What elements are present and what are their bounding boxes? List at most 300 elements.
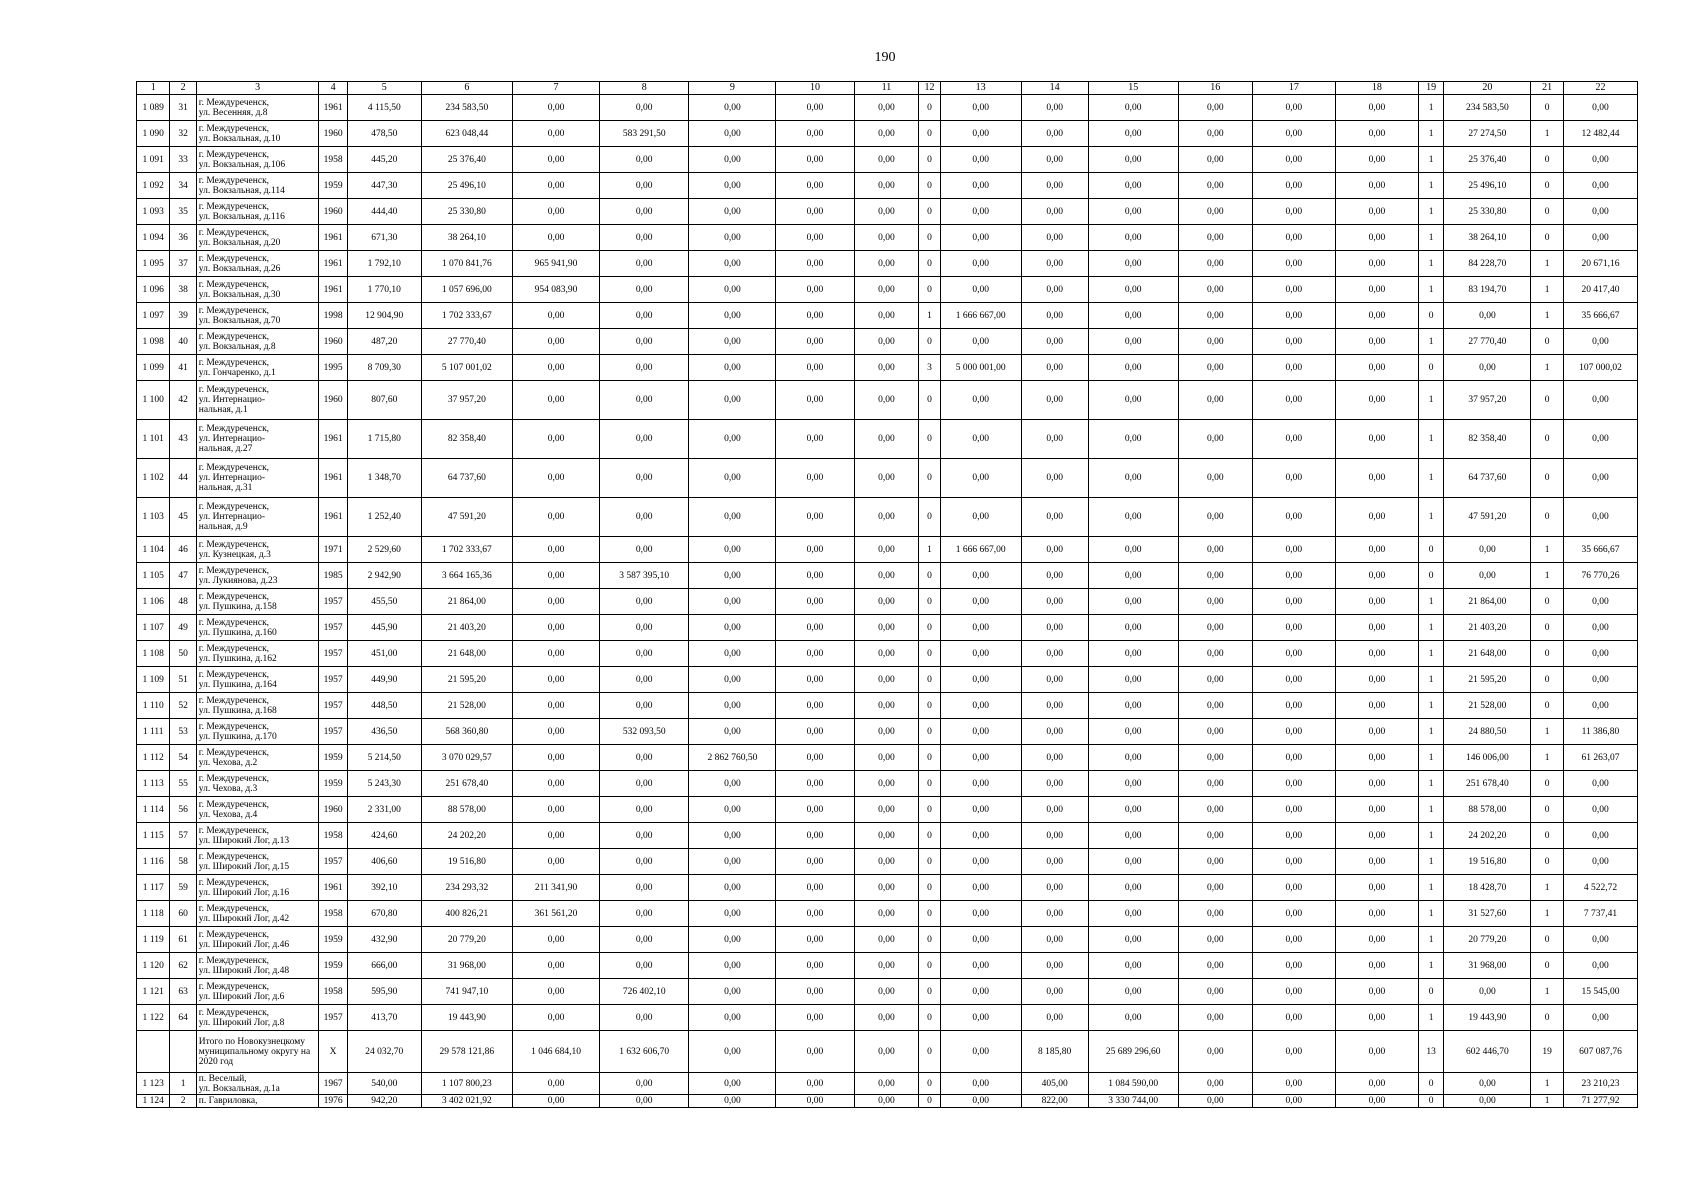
table-cell: 623 048,44	[421, 121, 512, 147]
table-cell: 0,00	[600, 537, 689, 563]
table-cell: 0	[1531, 420, 1563, 459]
table-cell: 0	[919, 875, 940, 901]
table-cell: 0,00	[776, 173, 854, 199]
table-cell: 0,00	[776, 537, 854, 563]
table-cell: 0,00	[689, 641, 776, 667]
table-cell: г. Междуреченск, ул. Пушкина, д.168	[196, 693, 319, 719]
table-cell: 0,00	[600, 667, 689, 693]
table-cell: 0,00	[689, 199, 776, 225]
table-cell: 1 089	[137, 95, 170, 121]
table-cell: 3 664 165,36	[421, 563, 512, 589]
table-cell: 0,00	[512, 381, 599, 420]
table-cell: 0,00	[854, 537, 919, 563]
table-cell: 0,00	[512, 147, 599, 173]
table-cell: 60	[170, 901, 196, 927]
table-cell: 0,00	[600, 771, 689, 797]
table-cell: 0,00	[600, 797, 689, 823]
table-row	[137, 875, 1638, 901]
table-cell: 0,00	[1021, 225, 1088, 251]
table-cell: 0,00	[776, 927, 854, 953]
table-cell: 965 941,90	[512, 251, 599, 277]
table-cell: 726 402,10	[600, 979, 689, 1005]
table-cell: 1	[170, 1073, 196, 1095]
table-cell: 0,00	[600, 1073, 689, 1095]
table-cell: 0,00	[940, 95, 1021, 121]
table-cell: 1 110	[137, 693, 170, 719]
table-cell: 1 666 667,00	[940, 303, 1021, 329]
table-cell: 1958	[319, 901, 347, 927]
table-cell: 0,00	[1021, 329, 1088, 355]
table-cell: 0,00	[1178, 95, 1252, 121]
table-cell: 0,00	[1178, 199, 1252, 225]
table-cell: 0,00	[1252, 927, 1335, 953]
table-cell: 0,00	[689, 1031, 776, 1073]
table-cell: 0,00	[512, 745, 599, 771]
table-cell: 0,00	[1335, 875, 1418, 901]
table-row	[137, 329, 1638, 355]
table-cell: 0,00	[1178, 329, 1252, 355]
table-cell: 0,00	[1335, 1095, 1418, 1108]
table-cell: г. Междуреченск, ул. Интернацио- нальная, д.1	[196, 381, 319, 420]
table-row	[137, 797, 1638, 823]
table-cell: 24 202,20	[1444, 823, 1531, 849]
table-cell: 0	[1531, 641, 1563, 667]
table-cell: 0,00	[689, 563, 776, 589]
table-cell: 0,00	[776, 1031, 854, 1073]
table-cell: г. Междуреченск, ул. Широкий Лог, д.15	[196, 849, 319, 875]
table-row	[137, 823, 1638, 849]
table-cell: 1	[1531, 745, 1563, 771]
table-cell: 0,00	[600, 615, 689, 641]
table-cell: 0,00	[1021, 849, 1088, 875]
table-cell: 445,90	[347, 615, 421, 641]
table-cell: 1 094	[137, 225, 170, 251]
table-cell: 38 264,10	[421, 225, 512, 251]
table-cell: 0,00	[854, 121, 919, 147]
table-cell: 0,00	[940, 147, 1021, 173]
table-cell: 1961	[319, 420, 347, 459]
table-cell: г. Междуреченск, ул. Пушкина, д.170	[196, 719, 319, 745]
table-cell: 88 578,00	[421, 797, 512, 823]
table-cell: 1961	[319, 95, 347, 121]
table-cell: 0,00	[1563, 173, 1637, 199]
table-cell: 449,90	[347, 667, 421, 693]
table-cell: 0,00	[512, 771, 599, 797]
table-cell: 0	[1531, 199, 1563, 225]
table-cell: 0,00	[940, 589, 1021, 615]
table-cell: 0,00	[1252, 147, 1335, 173]
table-cell: 1	[1531, 1095, 1563, 1108]
table-cell: 0,00	[1021, 719, 1088, 745]
table-cell: 0,00	[689, 771, 776, 797]
table-cell: 27 770,40	[1444, 329, 1531, 355]
table-cell: 251 678,40	[1444, 771, 1531, 797]
table-cell: 0,00	[1021, 823, 1088, 849]
table-cell: 0,00	[1021, 381, 1088, 420]
table-cell: 1	[1418, 95, 1443, 121]
table-cell: 0,00	[689, 1005, 776, 1031]
table-cell: 0,00	[1178, 147, 1252, 173]
table-cell: 0,00	[1178, 420, 1252, 459]
table-cell: 0,00	[940, 1095, 1021, 1108]
table-cell: 0,00	[689, 537, 776, 563]
table-cell: 0,00	[1335, 693, 1418, 719]
table-cell: 0,00	[1021, 303, 1088, 329]
table-cell: 0,00	[1335, 303, 1418, 329]
table-cell: 0,00	[1088, 173, 1178, 199]
table-cell: 0,00	[1088, 589, 1178, 615]
table-cell: 0,00	[1252, 1031, 1335, 1073]
table-cell: 0,00	[776, 745, 854, 771]
table-cell: 0,00	[940, 1005, 1021, 1031]
table-cell: 0	[919, 1073, 940, 1095]
table-cell: 0,00	[940, 797, 1021, 823]
table-cell: 1 702 333,67	[421, 537, 512, 563]
table-cell: 0,00	[854, 849, 919, 875]
table-cell: 0,00	[940, 199, 1021, 225]
table-cell: 19 443,90	[1444, 1005, 1531, 1031]
table-cell: 0,00	[854, 251, 919, 277]
table-cell: 1961	[319, 459, 347, 498]
table-cell: 451,00	[347, 641, 421, 667]
table-cell: 44	[170, 459, 196, 498]
table-cell: 0,00	[1335, 173, 1418, 199]
table-cell: 0,00	[1178, 459, 1252, 498]
table-row	[137, 277, 1638, 303]
table-cell: 0,00	[1335, 147, 1418, 173]
table-row	[137, 979, 1638, 1005]
table-cell: 0,00	[689, 303, 776, 329]
table-row	[137, 121, 1638, 147]
table-cell: 444,40	[347, 199, 421, 225]
table-cell: 0,00	[1178, 1031, 1252, 1073]
table-cell: 0	[1531, 589, 1563, 615]
table-cell: 1	[1531, 563, 1563, 589]
table-cell: 0	[919, 641, 940, 667]
table-cell: 0,00	[1563, 95, 1637, 121]
table-cell: 1 090	[137, 121, 170, 147]
table-cell: 0	[919, 173, 940, 199]
table-cell: 56	[170, 797, 196, 823]
table-cell: 0,00	[689, 589, 776, 615]
table-cell: 1	[1418, 1005, 1443, 1031]
table-cell: 0,00	[1088, 420, 1178, 459]
table-cell: 50	[170, 641, 196, 667]
table-cell: 0	[1418, 1095, 1443, 1108]
table-cell: 1 108	[137, 641, 170, 667]
table-cell: 47	[170, 563, 196, 589]
table-cell: 0,00	[1178, 589, 1252, 615]
table-cell: Итого по Новокузнецкому муниципальному округу на 2020 год	[196, 1031, 319, 1073]
table-cell: 0,00	[1088, 953, 1178, 979]
table-cell: 0,00	[1178, 953, 1252, 979]
table-cell: 0	[919, 199, 940, 225]
table-cell: 0,00	[1088, 95, 1178, 121]
table-cell: 0,00	[1563, 199, 1637, 225]
table-cell: 0	[1418, 537, 1443, 563]
table-cell: 0,00	[1252, 1073, 1335, 1095]
table-cell: 0	[919, 420, 940, 459]
table-cell: 146 006,00	[1444, 745, 1531, 771]
table-cell: 1 792,10	[347, 251, 421, 277]
table-cell: 251 678,40	[421, 771, 512, 797]
table-cell: г. Междуреченск, ул. Широкий Лог, д.48	[196, 953, 319, 979]
table-cell: г. Междуреченск, ул. Чехова, д.3	[196, 771, 319, 797]
table-cell: 1 084 590,00	[1088, 1073, 1178, 1095]
table-cell: 0,00	[776, 459, 854, 498]
table-cell: 3	[919, 355, 940, 381]
table-cell: 0,00	[854, 498, 919, 537]
table-cell: 31 968,00	[421, 953, 512, 979]
table-cell: 0	[1418, 303, 1443, 329]
table-cell: 455,50	[347, 589, 421, 615]
table-cell: 0,00	[600, 147, 689, 173]
table-cell: 0,00	[1178, 615, 1252, 641]
table-cell: 0,00	[512, 1095, 599, 1108]
table-cell: 107 000,02	[1563, 355, 1637, 381]
table-cell: 0	[919, 225, 940, 251]
table-cell: 1957	[319, 849, 347, 875]
table-cell: 0,00	[689, 498, 776, 537]
table-cell: 0,00	[1444, 537, 1531, 563]
column-header: 18	[1335, 82, 1418, 95]
table-cell: 1 252,40	[347, 498, 421, 537]
table-cell: 0,00	[1021, 251, 1088, 277]
table-cell: 1959	[319, 771, 347, 797]
table-cell: 0,00	[1335, 901, 1418, 927]
table-cell: 1 100	[137, 381, 170, 420]
table-cell: 19 516,80	[1444, 849, 1531, 875]
table-cell: 0	[1531, 771, 1563, 797]
table-cell: 0	[919, 719, 940, 745]
table-cell: 1	[1531, 537, 1563, 563]
table-cell: 0,00	[1335, 667, 1418, 693]
table-cell: 1 702 333,67	[421, 303, 512, 329]
table-cell: 0	[1531, 667, 1563, 693]
table-cell: 487,20	[347, 329, 421, 355]
table-cell: 0,00	[1088, 901, 1178, 927]
table-cell: 568 360,80	[421, 719, 512, 745]
table-cell: 1	[1418, 173, 1443, 199]
table-cell: 234 583,50	[1444, 95, 1531, 121]
table-cell: 0,00	[854, 459, 919, 498]
table-cell: 0,00	[600, 173, 689, 199]
table-cell: 0,00	[940, 173, 1021, 199]
table-cell: 0,00	[1335, 823, 1418, 849]
table-cell: 0,00	[1088, 225, 1178, 251]
table-cell: 0,00	[600, 355, 689, 381]
table-cell: 61	[170, 927, 196, 953]
table-cell: 478,50	[347, 121, 421, 147]
table-cell: 0,00	[776, 199, 854, 225]
table-cell: 0,00	[1335, 1031, 1418, 1073]
table-cell: 31 527,60	[1444, 901, 1531, 927]
table-cell: 0,00	[1088, 927, 1178, 953]
table-cell: 5 214,50	[347, 745, 421, 771]
table-cell: г. Междуреченск, ул. Вокзальная, д.20	[196, 225, 319, 251]
table-cell: 0,00	[689, 121, 776, 147]
table-cell: 0,00	[940, 329, 1021, 355]
table-cell: 25 376,40	[1444, 147, 1531, 173]
table-cell: 1 115	[137, 823, 170, 849]
table-cell: 25 330,80	[1444, 199, 1531, 225]
table-row	[137, 745, 1638, 771]
table-cell: 0,00	[600, 927, 689, 953]
table-cell: 1 096	[137, 277, 170, 303]
table-cell: 0,00	[940, 381, 1021, 420]
table-cell: 0,00	[776, 901, 854, 927]
table-cell: 0,00	[1563, 1005, 1637, 1031]
table-cell: 0,00	[776, 277, 854, 303]
table-cell: 0,00	[776, 303, 854, 329]
table-cell: 0,00	[1252, 641, 1335, 667]
table-cell: 0,00	[1178, 563, 1252, 589]
table-cell: 0,00	[1178, 498, 1252, 537]
table-cell: 0,00	[1335, 719, 1418, 745]
table-cell: 0,00	[512, 953, 599, 979]
table-cell: 0,00	[854, 1073, 919, 1095]
table-cell: 0,00	[1252, 849, 1335, 875]
table-cell: 2 942,90	[347, 563, 421, 589]
table-cell: 71 277,92	[1563, 1095, 1637, 1108]
table-cell: 583 291,50	[600, 121, 689, 147]
table-cell: 0,00	[1178, 823, 1252, 849]
table-row	[137, 589, 1638, 615]
header-row	[137, 82, 1638, 95]
table-cell: 0,00	[1178, 303, 1252, 329]
table-cell: 0,00	[1335, 1073, 1418, 1095]
table-cell: 0,00	[1335, 589, 1418, 615]
table-cell: 0,00	[600, 199, 689, 225]
table-cell: 1	[1531, 901, 1563, 927]
table-body	[137, 82, 1638, 1108]
table-cell: 0,00	[1088, 498, 1178, 537]
table-cell: 0,00	[1178, 225, 1252, 251]
table-cell: 1960	[319, 199, 347, 225]
table-row	[137, 420, 1638, 459]
table-cell: 0,00	[1252, 667, 1335, 693]
table-cell: 0,00	[1335, 849, 1418, 875]
table-cell: 1 113	[137, 771, 170, 797]
table-cell: 0,00	[1563, 459, 1637, 498]
table-cell: 0,00	[776, 355, 854, 381]
table-cell: 0,00	[940, 667, 1021, 693]
table-cell: 0,00	[854, 979, 919, 1005]
table-cell: 0,00	[1021, 173, 1088, 199]
table-cell: 0,00	[1252, 1095, 1335, 1108]
table-cell: 0	[1418, 979, 1443, 1005]
table-cell: 406,60	[347, 849, 421, 875]
table-cell: 0,00	[689, 147, 776, 173]
table-cell: 0,00	[776, 797, 854, 823]
table-cell: 0,00	[1335, 1005, 1418, 1031]
table-cell: 0,00	[1252, 498, 1335, 537]
table-cell: 1 105	[137, 563, 170, 589]
table-row	[137, 498, 1638, 537]
table-cell: 0,00	[1335, 615, 1418, 641]
table-cell: 0,00	[512, 849, 599, 875]
table-cell: 0,00	[1178, 641, 1252, 667]
table-cell: 0,00	[689, 719, 776, 745]
table-cell: 0,00	[1021, 563, 1088, 589]
table-cell: 0,00	[940, 1073, 1021, 1095]
table-cell: 0,00	[1252, 95, 1335, 121]
table-cell: 0,00	[854, 927, 919, 953]
table-cell: 21 528,00	[421, 693, 512, 719]
table-cell: 0,00	[1335, 771, 1418, 797]
table-cell: 602 446,70	[1444, 1031, 1531, 1073]
table-cell: 0,00	[940, 927, 1021, 953]
column-header: 5	[347, 82, 421, 95]
table-cell: 0,00	[776, 979, 854, 1005]
table-cell: 1 104	[137, 537, 170, 563]
table-cell: 0,00	[1088, 303, 1178, 329]
table-cell: 0,00	[854, 641, 919, 667]
table-cell: 0,00	[512, 563, 599, 589]
table-cell: 13	[1418, 1031, 1443, 1073]
table-cell: 1 095	[137, 251, 170, 277]
table-cell: 0,00	[1178, 771, 1252, 797]
table-cell: 0,00	[1088, 147, 1178, 173]
table-cell: 0,00	[1088, 381, 1178, 420]
table-cell: 1957	[319, 693, 347, 719]
table-cell: 0,00	[1088, 823, 1178, 849]
table-row	[137, 615, 1638, 641]
table-cell: 0,00	[1252, 420, 1335, 459]
table-cell: 1960	[319, 381, 347, 420]
table-cell: 0,00	[854, 875, 919, 901]
table-cell: 0,00	[776, 329, 854, 355]
table-cell: 0,00	[1335, 251, 1418, 277]
table-cell: 1	[1531, 1073, 1563, 1095]
table-cell: 0,00	[1021, 498, 1088, 537]
table-cell: 448,50	[347, 693, 421, 719]
table-cell: 0,00	[776, 823, 854, 849]
table-row	[137, 1031, 1638, 1073]
table-cell: 0,00	[689, 823, 776, 849]
column-header: 3	[196, 82, 319, 95]
table-cell: 1 046 684,10	[512, 1031, 599, 1073]
table-cell: 0,00	[1444, 303, 1531, 329]
table-cell: 0,00	[854, 225, 919, 251]
table-cell: 3 587 395,10	[600, 563, 689, 589]
table-cell: 0,00	[512, 329, 599, 355]
table-cell: 48	[170, 589, 196, 615]
table-cell: 1 070 841,76	[421, 251, 512, 277]
table-cell: 84 228,70	[1444, 251, 1531, 277]
table-cell: 0,00	[1252, 693, 1335, 719]
table-cell: 0,00	[854, 303, 919, 329]
table-cell: 0,00	[689, 420, 776, 459]
table-cell: 0	[1531, 225, 1563, 251]
table-cell: 211 341,90	[512, 875, 599, 901]
table-cell: 0,00	[776, 95, 854, 121]
table-cell: 0,00	[776, 719, 854, 745]
table-row	[137, 1095, 1638, 1108]
table-cell: 1971	[319, 537, 347, 563]
table-cell: 0,00	[1088, 563, 1178, 589]
table-cell: 0,00	[689, 615, 776, 641]
table-cell: 1 666 667,00	[940, 537, 1021, 563]
table-cell: 0,00	[600, 498, 689, 537]
table-cell: 432,90	[347, 927, 421, 953]
table-cell: 64 737,60	[1444, 459, 1531, 498]
table-cell: 0	[919, 498, 940, 537]
table-cell: 0,00	[776, 771, 854, 797]
table-cell: 0,00	[600, 589, 689, 615]
table-cell: 1 107 800,23	[421, 1073, 512, 1095]
table-cell: 0,00	[854, 901, 919, 927]
